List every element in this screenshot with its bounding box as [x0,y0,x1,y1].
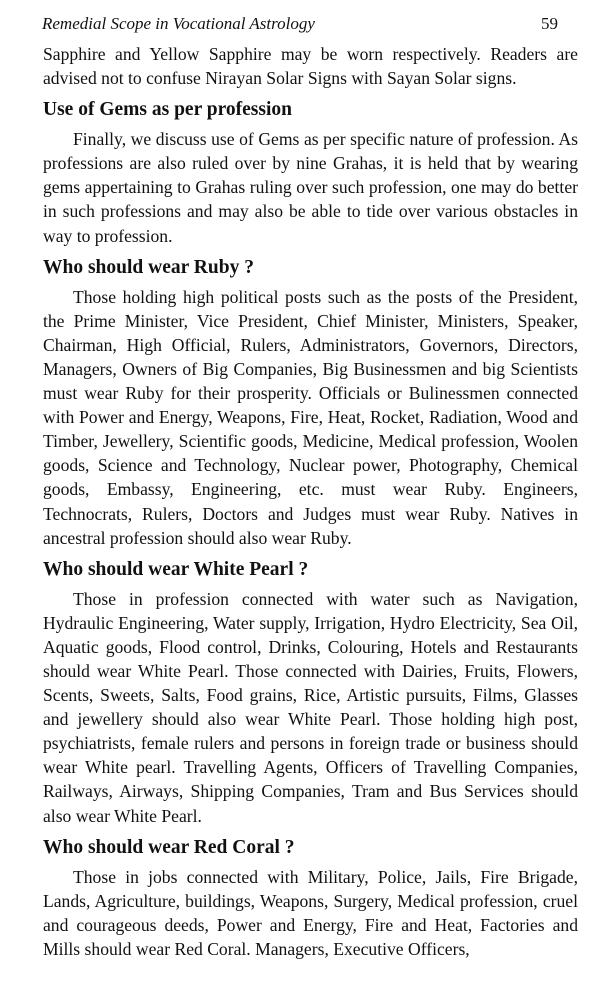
heading-red-coral: Who should wear Red Coral ? [43,836,295,858]
page-number: 59 [541,14,558,33]
page-body [43,42,578,961]
heading-gems-profession: Use of Gems as per profession [43,99,292,121]
paragraph-white-pearl: Those in profession connected with water such as Navigation, Hydraulic Engineering, Water supply, Irrigation, Hydro Electricity, Sea Oil, Aquatic goods, Flood control, Drinks, Colouring, Hotels and Restaurants should wear White Pearl. Those connected with Dairies, Fruits, Flowers, Scents, Sweets, Salts, Food grains, Rice, Artistic pursuits, Films, Glasses and jewellery should also wear White Pearl. Those holding high post, psychiatrists, female rulers and persons in foreign trade or business should wear White pearl. Travelling Agents, Officers of Travelling Companies, Railways, Airways, Shipping Companies, Tram and Bus Services should also wear White Pearl. [43,588,578,826]
paragraph-red-coral: Those in jobs connected with Military, Police, Jails, Fire Brigade, Lands, Agriculture, buildings, Weapons, Surgery, Medical profession, cruel and courageous deeds, Power and Energy, Fire and Heat, Factories and Mills should wear Red Coral. Managers, Executive Officers, [43,866,578,959]
running-head [42,14,558,34]
paragraph-ruby: Those holding high political posts such as the posts of the President, the Prime Minister, Vice President, Chief Minister, Ministers, Speaker, Chairman, High Official, Rulers, Administrators, Governors, Directors, Managers, Owners of Big Companies, Big Businessmen and big Scientists must wear Ruby for their prosperity. Officials or Bulinessmen connected with Power and Energy, Weapons, Fire, Heat, Rocket, Radiation, Wood and Timber, Jewellery, Scientific goods, Medicine, Medical profession, Woolen goods, Science and Technology, Nuclear power, Photography, Chemical goods, Embassy, Engineering, etc. must wear Ruby. Engineers, Technocrats, Rulers, Doctors and Judges must wear Ruby. Natives in ancestral profession should also wear Ruby. [43,286,578,548]
heading-ruby: Who should wear Ruby ? [43,256,254,278]
heading-white-pearl: Who should wear White Pearl ? [43,558,309,580]
intro-paragraph: Sapphire and Yellow Sapphire may be worn respectively. Readers are advised not to confuse Nirayan Solar Signs with Sayan Solar signs. [43,44,578,89]
running-title: Remedial Scope in Vocational Astrology [42,14,315,33]
paragraph-gems-profession: Finally, we discuss use of Gems as per specific nature of profession. As professions are also ruled over by nine Grahas, it is held that by wearing gems appertaining to Grahas ruling over such profession, one may do better in such professions and may also be able to tide over various obstacles in way to profession. [43,129,578,246]
